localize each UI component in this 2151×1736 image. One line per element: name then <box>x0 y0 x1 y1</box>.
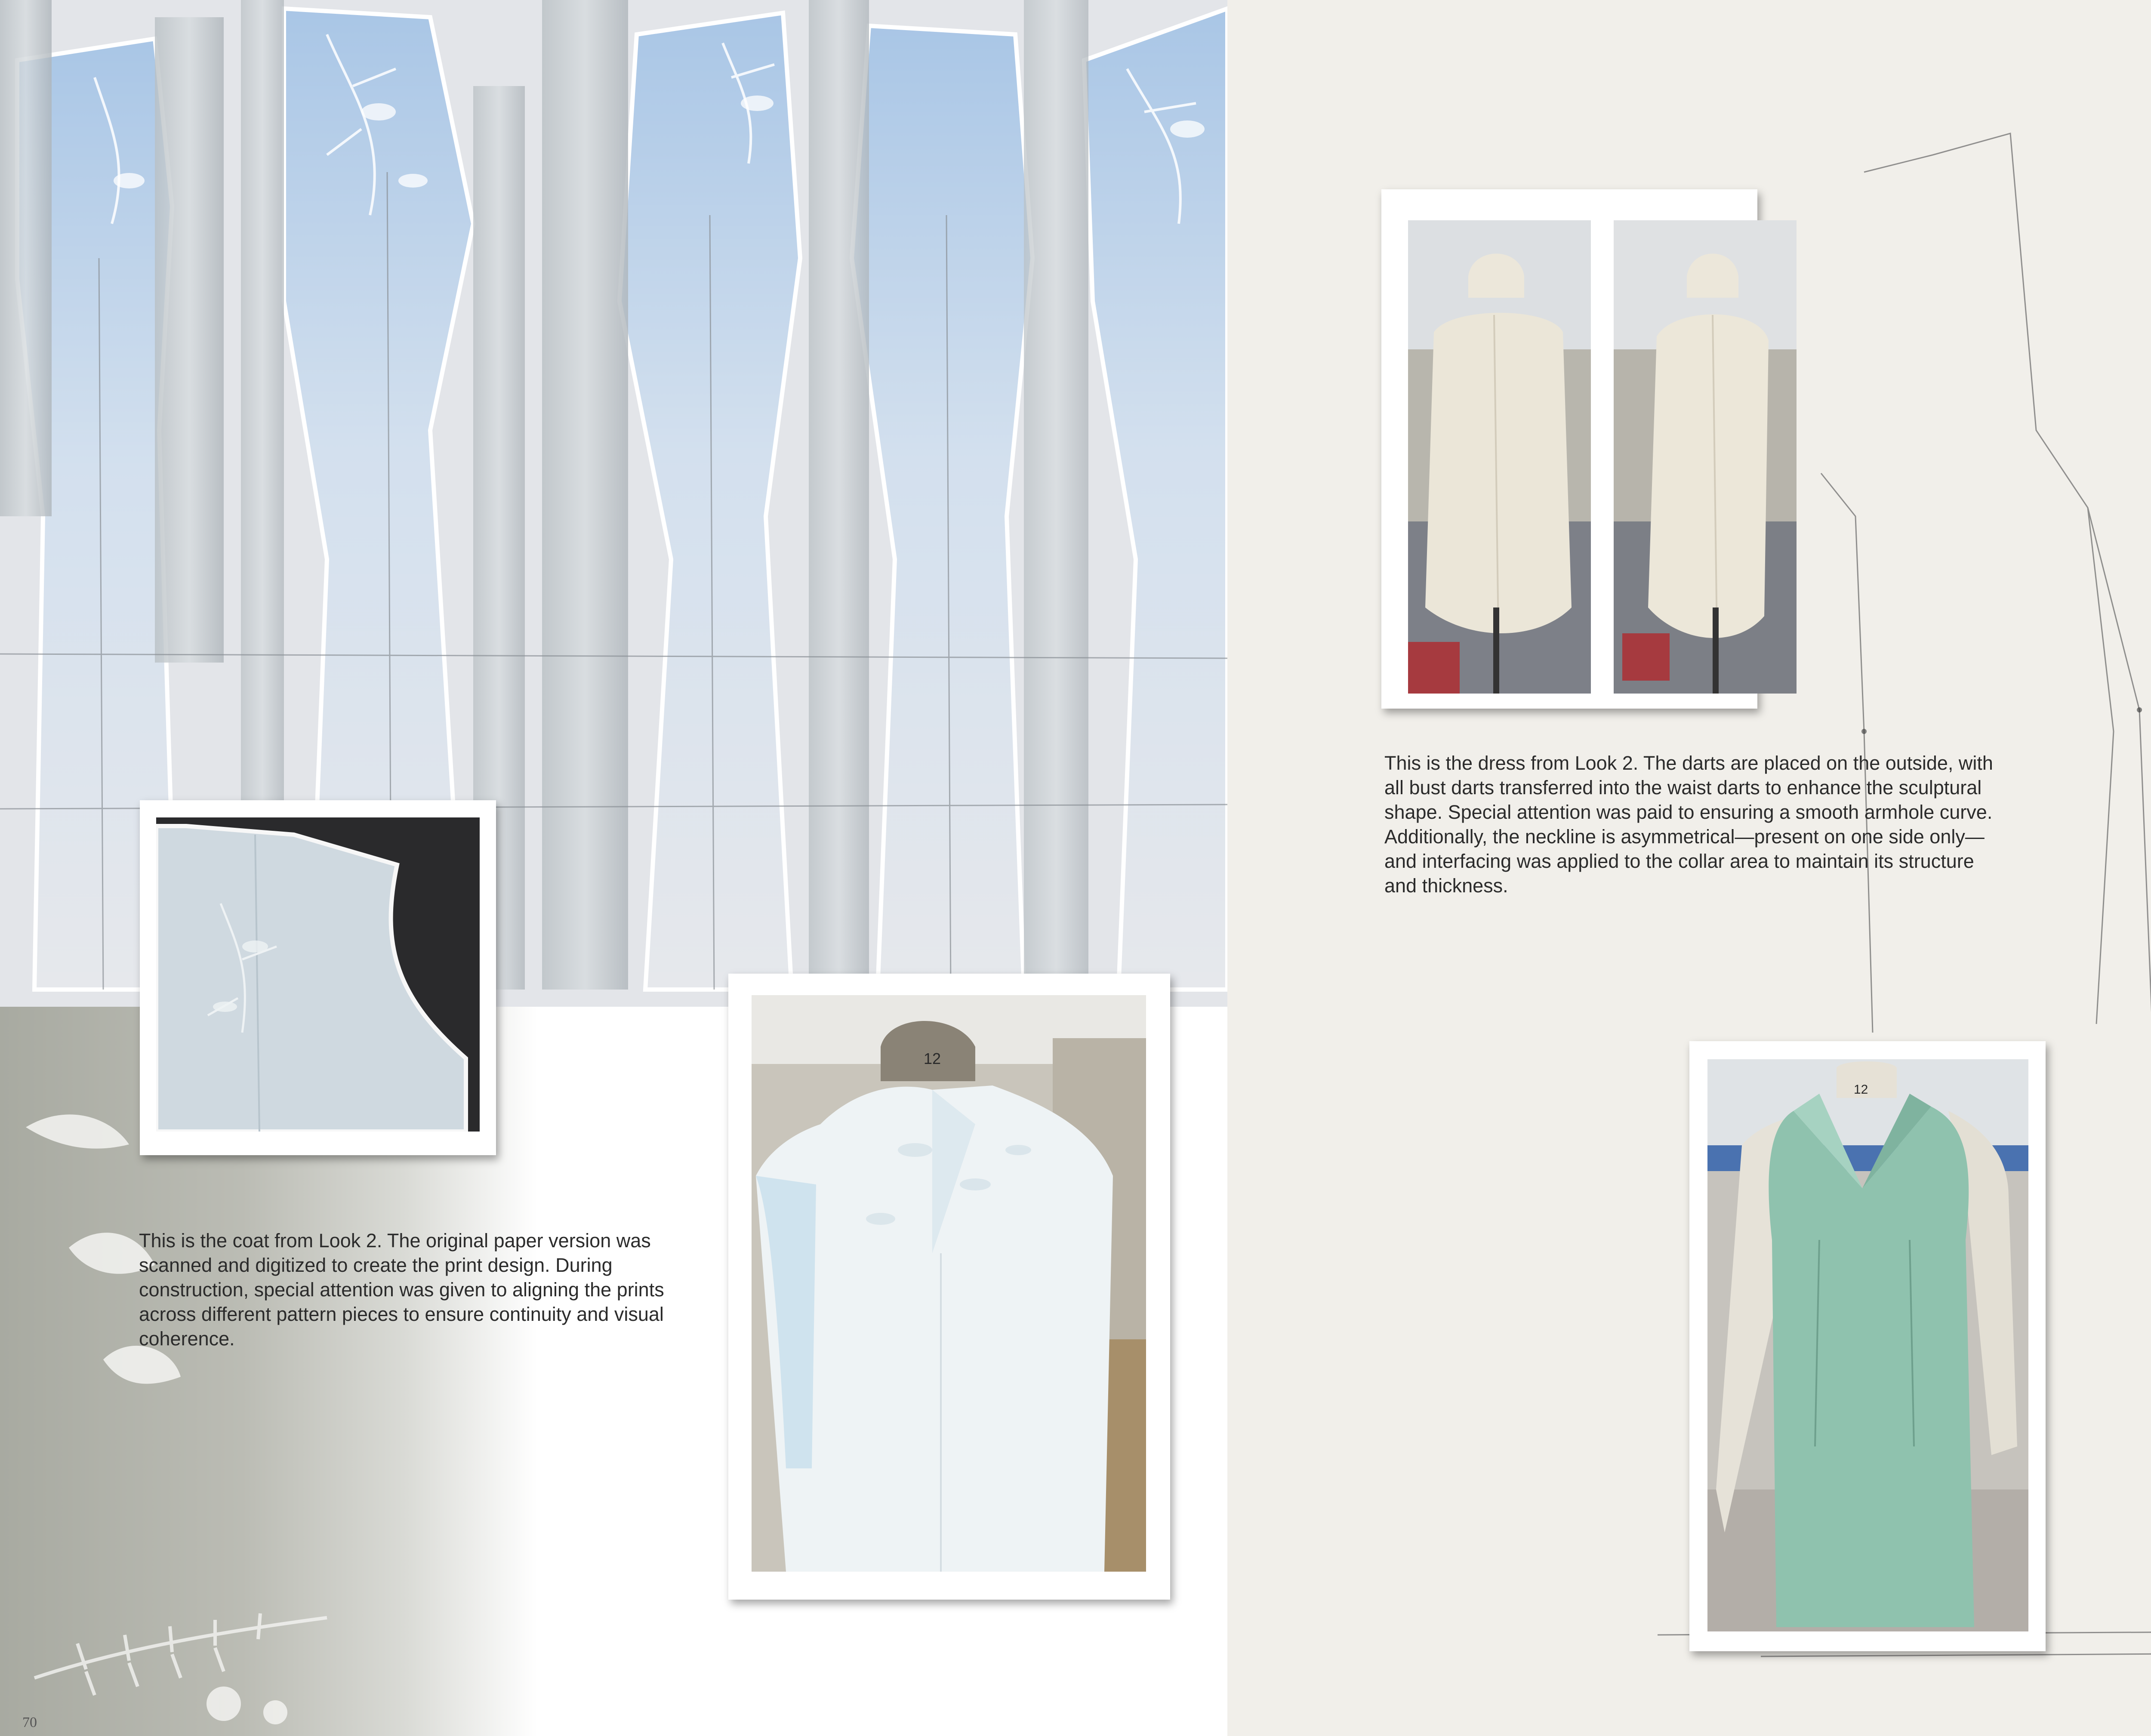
coat-stand-number-label: 12 <box>924 1050 941 1067</box>
dress-caption: This is the dress from Look 2. The darts are placed on the outside, with all bust darts transferred into the waist darts to enhance the sculptural shape. Special attention was paid to ensuring a smooth armhole curve. Additionally, the neckline is asymmetrical—present on one side only—and interfacing was applied to the collar area to maintain its structure and thickness. <box>1384 752 1993 897</box>
dress-on-mannequin-photo-frame <box>1689 1041 2046 1651</box>
coat-on-mannequin-photo-frame <box>728 974 1170 1600</box>
coat-caption: This is the coat from Look 2. The original paper version was scanned and digitized to create the print design. During construction, special attention was given to aligning the prints across different pattern pieces to ensure continuity and visual coherence. <box>139 1230 664 1350</box>
dress-stand-number-label: 12 <box>1854 1082 1868 1097</box>
coat-on-mannequin-photo <box>752 995 1146 1572</box>
toile-side-photo <box>1614 220 1797 694</box>
right-page <box>1227 0 2151 1736</box>
coat-pattern-photo <box>156 817 480 1132</box>
coat-pattern-photo-frame <box>140 800 496 1155</box>
page-number-left: 70 <box>22 1714 37 1730</box>
toile-front-photo <box>1408 220 1591 694</box>
dress-on-mannequin-photo <box>1707 1059 2028 1631</box>
toile-photos-frame <box>1381 189 1757 709</box>
